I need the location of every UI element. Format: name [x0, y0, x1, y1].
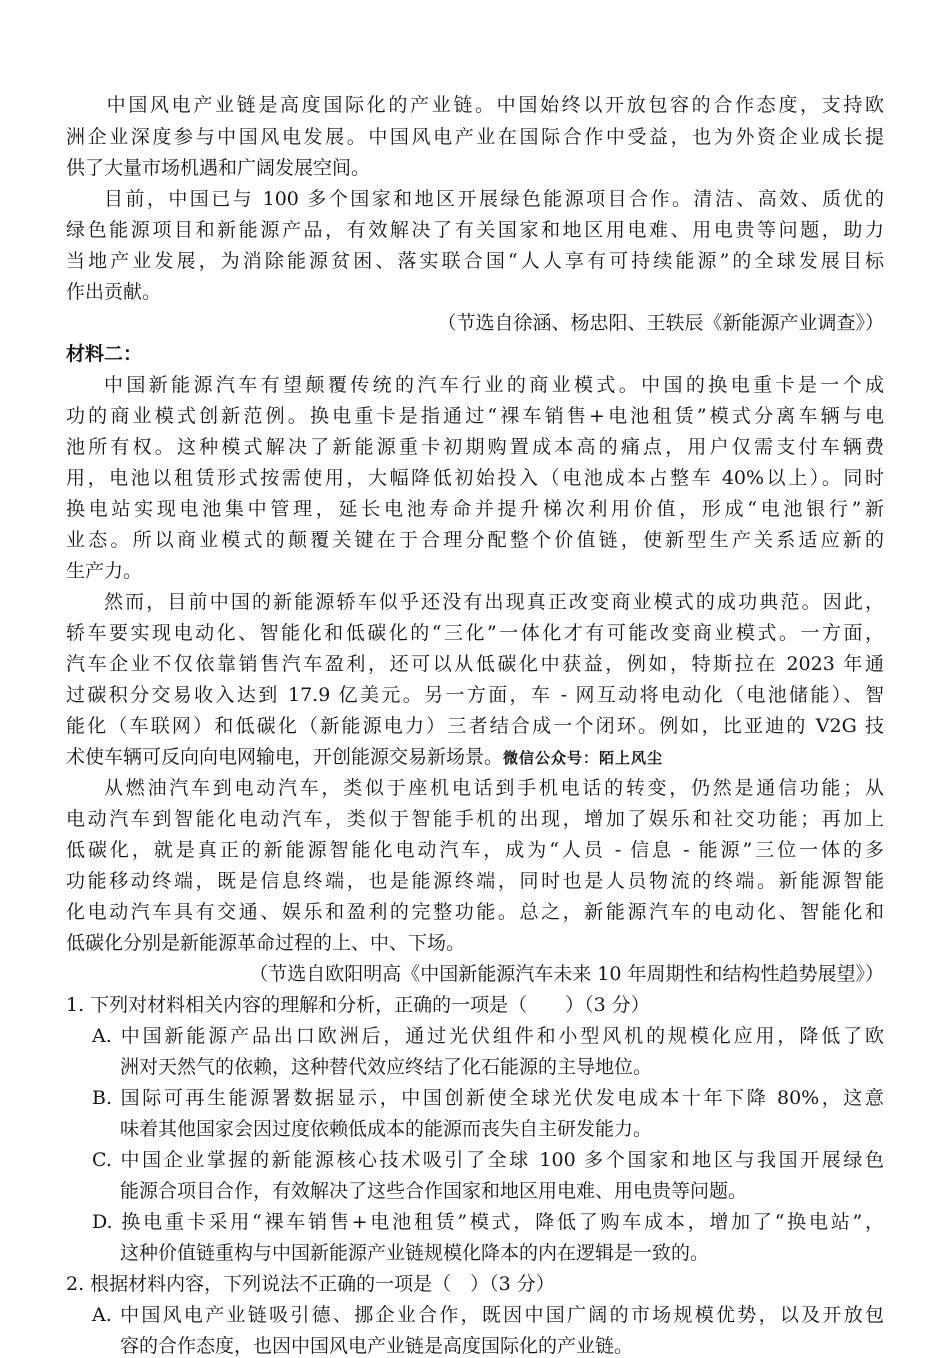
option-d-cont: 这种价值链重构与中国新能源产业链规模化降本的内在逻辑是一致的。 — [120, 1242, 710, 1264]
paragraph-line: 池所有权。这种模式解决了新能源重卡初期购置成本高的痛点，用户仅需支付车辆费 — [66, 436, 884, 458]
option-c-cont: 能源合项目合作，有效解决了这些合作国家和地区用电难、用电贵等问题。 — [120, 1180, 748, 1202]
paragraph-line: 轿车要实现电动化、智能化和低碳化的“三化”一体化才有可能改变商业模式。一方面， — [66, 622, 884, 644]
paragraph-line: 目前，中国已与 100 多个国家和地区开展绿色能源项目合作。清洁、高效、质优的 — [104, 188, 884, 210]
paragraph-line: 生产力。 — [66, 560, 143, 582]
paragraph-line: 过碳积分交易收入达到 17.9 亿美元。另一方面，车 - 网互动将电动化（电池储能）、智 — [66, 684, 884, 706]
source-citation: （节选自欧阳明高《中国新能源汽车未来 10 年周期性和结构性趋势展望》） — [249, 963, 884, 985]
paragraph-line: 供了大量市场机遇和广阔发展空间。 — [66, 157, 371, 179]
section-heading: 材料二： — [66, 343, 143, 365]
paragraph-line: 功的商业模式创新范例。换电重卡是指通过“裸车销售+电池租赁”模式分离车辆与电 — [66, 405, 884, 427]
paragraph-line: 化电动汽车具有交通、娱乐和盈利的完整功能。总之，新能源汽车的电动化、智能化和 — [66, 901, 884, 923]
paragraph-line: 当地产业发展，为消除能源贫困、落实联合国“人人享有可持续能源”的全球发展目标 — [66, 250, 884, 272]
paragraph-line: 能化（车联网）和低碳化（新能源电力）三者结合成一个闭环。例如，比亚迪的 V2G 技 — [66, 715, 884, 737]
paragraph-line: 中国风电产业链是高度国际化的产业链。中国始终以开放包容的合作态度，支持欧 — [104, 94, 884, 116]
option-c[interactable]: C. 中国企业掌握的新能源核心技术吸引了全球 100 多个国家和地区与我国开展绿色 — [92, 1149, 884, 1171]
option-b-cont: 味着其他国家会因过度依赖低成本的能源而丧失自主研发能力。 — [120, 1118, 653, 1140]
paragraph-line: 然而，目前中国的新能源轿车似乎还没有出现真正改变商业模式的成功典范。因此， — [104, 591, 884, 613]
paragraph-line: 功能移动终端，既是信息终端，也是能源终端，同时也是人员物流的终端。新能源智能 — [66, 870, 884, 892]
paragraph-line: 汽车企业不仅依靠销售汽车盈利，还可以从低碳化中获益，例如，特斯拉在 2023 年通 — [66, 653, 884, 675]
option-a-cont: 洲对天然气的依赖，这种替代效应终结了化石能源的主导地位。 — [120, 1056, 653, 1078]
paragraph-line — [66, 745, 663, 769]
option-d[interactable]: D. 换电重卡采用“裸车销售+电池租赁”模式，降低了购车成本，增加了“换电站”， — [92, 1211, 884, 1233]
paragraph-line: 低碳化，就是真正的新能源智能化电动汽车，成为“人员 - 信息 - 能源”三位一体的多 — [66, 839, 884, 861]
option-a-cont: 容的合作态度，也因中国风电产业链是高度国际化的产业链。 — [120, 1335, 634, 1357]
option-b[interactable]: B. 国际可再生能源署数据显示，中国创新使全球光伏发电成本十年下降 80%，这意 — [92, 1087, 884, 1109]
source-citation: （节选自徐涵、杨忠阳、王轶辰《新能源产业调查》） — [437, 312, 884, 334]
option-a[interactable]: A. 中国风电产业链吸引德、挪企业合作，既因中国广阔的市场规模优势，以及开放包 — [92, 1304, 884, 1326]
paragraph-line: 作出贡献。 — [66, 281, 162, 303]
option-a[interactable]: A. 中国新能源产品出口欧洲后，通过光伏组件和小型风机的规模化应用，降低了欧 — [92, 1025, 884, 1047]
question-stem: 2. 根据材料内容，下列说法不正确的一项是（ ）（3 分） — [66, 1273, 555, 1295]
paragraph-line: 电动汽车到智能化电动汽车，类似于智能手机的出现，增加了娱乐和社交功能；再加上 — [66, 808, 884, 830]
question-stem: 1. 下列对材料相关内容的理解和分析，正确的一项是（ ）（3 分） — [66, 994, 650, 1016]
paragraph-line: 绿色能源项目和新能源产品，有效解决了有关国家和地区用电难、用电贵等问题，助力 — [66, 219, 884, 241]
paragraph-line: 低碳化分别是新能源革命过程的上、中、下场。 — [66, 932, 466, 954]
watermark-text: 微信公众号：陌上风尘 — [503, 749, 664, 767]
paragraph-line: 换电站实现电池集中管理，延长电池寿命并提升梯次利用价值，形成“电池银行”新 — [66, 498, 884, 520]
paragraph-line: 从燃油汽车到电动汽车，类似于座机电话到手机电话的转变，仍然是通信功能；从 — [104, 777, 884, 799]
paragraph-line: 业态。所以商业模式的颠覆关键在于合理分配整个价值链，使新型生产关系适应新的 — [66, 529, 884, 551]
paragraph-text: 术使车辆可反向向电网输电，开创能源交易新场景。 — [66, 746, 504, 768]
paragraph-line: 中国新能源汽车有望颠覆传统的汽车行业的商业模式。中国的换电重卡是一个成 — [104, 374, 884, 396]
paragraph-line: 用，电池以租赁形式按需使用，大幅降低初始投入（电池成本占整车 40%以上）。同时 — [66, 467, 884, 489]
paragraph-line: 洲企业深度参与中国风电发展。中国风电产业在国际合作中受益，也为外资企业成长提 — [66, 126, 884, 148]
